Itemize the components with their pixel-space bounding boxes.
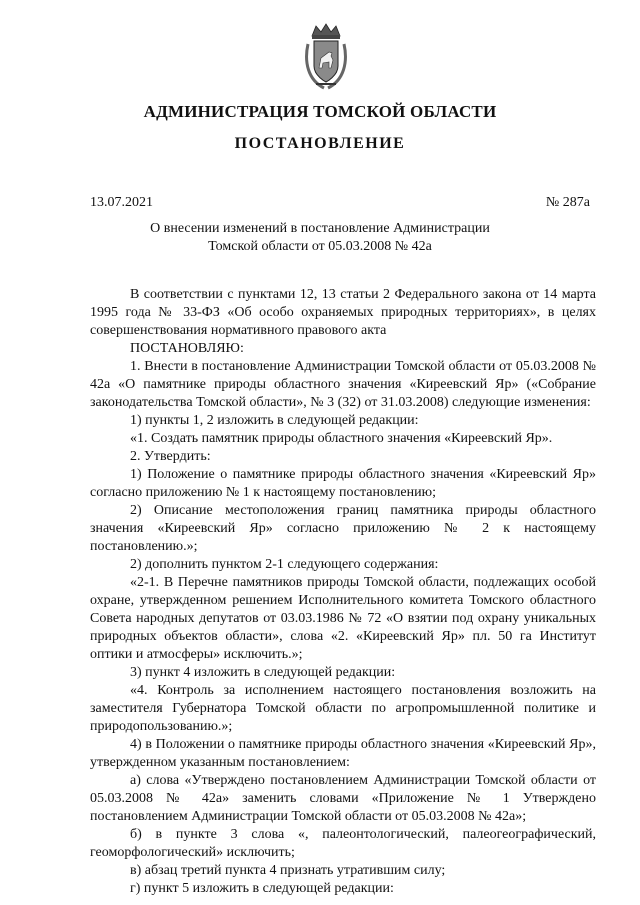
body-paragraph: «4. Контроль за исполнением настоящего постановления возложить на заместителя Губернатора Томской области по агропромышленной политике и природопользованию.»; — [90, 683, 596, 734]
body-paragraph: 3) пункт 4 изложить в следующей редакции: — [130, 665, 396, 680]
document-type: ПОСТАНОВЛЕНИЕ — [234, 135, 406, 152]
body-paragraph: 2) Описание местоположения границ памятника природы областного значения «Киреевский Яр» согласно приложению № 2 к настоящему постановлению.»; — [90, 503, 596, 554]
document-body — [90, 286, 596, 898]
document-number: № 287а — [545, 195, 590, 210]
body-paragraph: 1) пункты 1, 2 изложить в следующей редакции: — [130, 413, 419, 428]
body-paragraph: В соответствии с пунктами 12, 13 статьи 2 Федерального закона от 14 марта 1995 года № 33-ФЗ «Об особо охраняемых природных территориях», в целях совершенствования нормативного правового акта — [90, 287, 596, 338]
subject-line: Томской области от 05.03.2008 № 42а — [208, 239, 432, 254]
body-paragraph: б) в пункте 3 слова «, палеонтологический, палеогеографический, геоморфологический» исключить; — [90, 827, 596, 860]
body-paragraph: 1. Внести в постановление Администрации Томской области от 05.03.2008 № 42а «О памятнике природы областного значения «Киреевский Яр» («Собрание законодательства Томской области», № 3 (32) от 31.03.2008) следующие изменения: — [90, 359, 596, 410]
body-paragraph: в) абзац третий пункта 4 признать утратившим силу; — [130, 863, 446, 878]
tomsk-coat-of-arms-icon — [304, 22, 348, 92]
body-paragraph: а) слова «Утверждено постановлением Администрации Томской области от 05.03.2008 № 42а» заменить словами «Приложение № 1 Утверждено постановлением Администрации Томской области от 05.03.2008 № 42а»; — [90, 773, 596, 824]
body-paragraph: 1) Положение о памятнике природы областного значения «Киреевский Яр» согласно приложению № 1 к настоящему постановлению; — [90, 467, 596, 500]
body-paragraph: «1. Создать памятник природы областного значения «Киреевский Яр». — [130, 431, 553, 446]
body-paragraph: 2. Утвердить: — [130, 449, 211, 464]
subject-line: О внесении изменений в постановление Администрации — [150, 221, 490, 236]
document-subject — [120, 220, 520, 256]
document-date: 13.07.2021 — [90, 195, 153, 210]
body-paragraph: ПОСТАНОВЛЯЮ: — [130, 341, 244, 356]
body-paragraph: 4) в Положении о памятнике природы областного значения «Киреевский Яр», утвержденном указанным постановлением: — [90, 737, 596, 770]
organization-title: АДМИНИСТРАЦИЯ ТОМСКОЙ ОБЛАСТИ — [143, 102, 497, 121]
body-paragraph: «2-1. В Перечне памятников природы Томской области, подлежащих особой охране, утвержденном решением Исполнительного комитета Томского областного Совета народных депутатов от 03.03.1986 № 72 «О взятии под охрану уникальных природных объектов области», слова «2. «Киреевский Яр» пл. 50 га Институт оптики и атмосферы» исключить.»; — [90, 575, 596, 662]
body-paragraph: г) пункт 5 изложить в следующей редакции: — [130, 881, 394, 896]
body-paragraph: 2) дополнить пунктом 2-1 следующего содержания: — [130, 557, 439, 572]
